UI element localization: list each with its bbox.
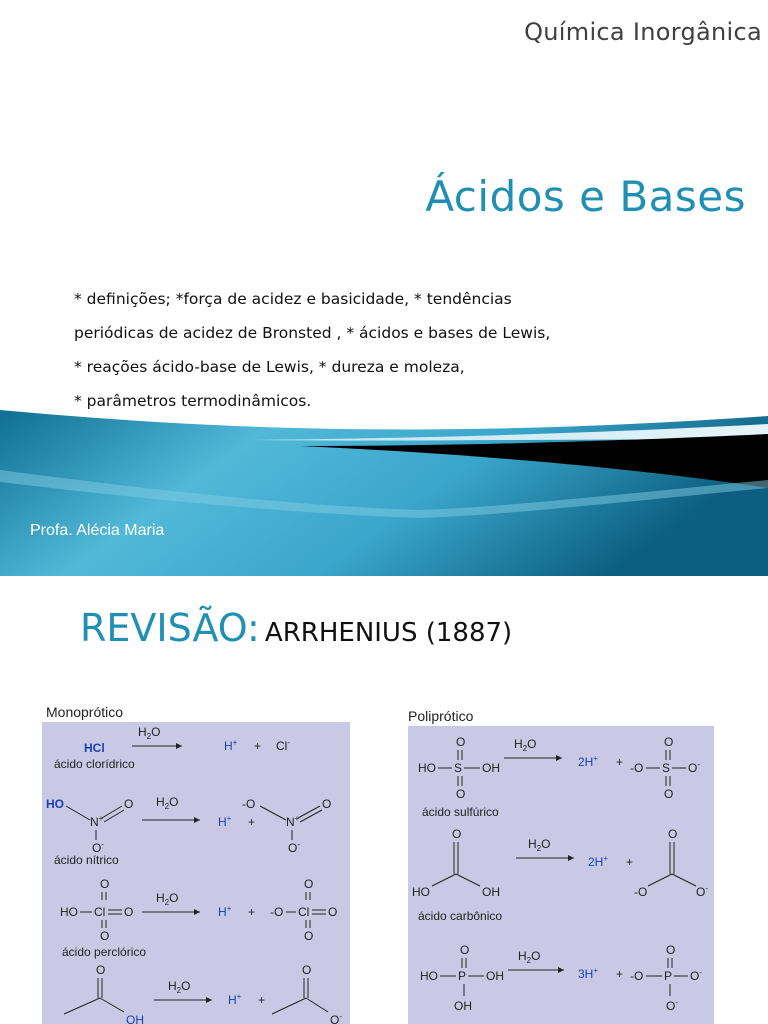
monoprotic-panel (42, 722, 350, 1024)
reaction-phosphoric (420, 943, 702, 1013)
svg-text:H2O: $H_2O$ (528, 837, 551, 853)
svg-text:OH: OH (126, 1013, 144, 1024)
svg-text:O: O (302, 963, 312, 977)
acid-name: ácido clorídrico (54, 757, 135, 771)
svg-text:H2O: $H_2O$ (156, 891, 179, 907)
svg-text:H2O: $H_2O$ (514, 737, 537, 753)
svg-text:HO: HO (418, 761, 436, 775)
acid-name: ácido carbônico (418, 909, 503, 923)
svg-text:O: O (456, 787, 466, 801)
svg-text:P: P (458, 969, 467, 983)
reaction-sulfuric (418, 735, 700, 819)
polyprotic-reactions-diagram (408, 726, 714, 1024)
svg-text:O: O (124, 905, 134, 919)
svg-text:-O: -O (270, 905, 284, 919)
svg-text:H+: H+ (218, 904, 232, 919)
svg-text:2H+: 2H+ (588, 854, 609, 869)
svg-text:O: O (322, 797, 332, 811)
svg-text:S: S (454, 761, 463, 775)
heading-accent: REVISÃO: (80, 606, 260, 650)
svg-text:-O: -O (634, 885, 648, 899)
svg-text:O-: O- (690, 968, 703, 983)
svg-text:OH: OH (486, 969, 504, 983)
svg-text:H2O: $H_2O$ (518, 949, 541, 965)
svg-text:-O: -O (242, 797, 256, 811)
svg-text:H+: H+ (228, 992, 242, 1007)
svg-text:O-: O- (330, 1012, 343, 1024)
svg-text:+: + (248, 815, 256, 829)
ho-group: HO (46, 797, 64, 811)
svg-text:O: O (664, 735, 674, 749)
svg-text:OH: OH (482, 885, 500, 899)
svg-text:+: + (616, 967, 624, 981)
svg-text:O: O (100, 877, 110, 891)
svg-text:-O: -O (630, 761, 644, 775)
svg-text:HO: HO (412, 885, 430, 899)
svg-text:H2O: $H_2O$ (168, 979, 191, 995)
svg-text:O-: O- (666, 998, 679, 1013)
svg-text:O: O (460, 943, 470, 957)
svg-text:O: O (100, 929, 110, 943)
svg-text:OH: OH (454, 999, 472, 1013)
topic-line: periódicas de acidez de Bronsted , * ácidos e bases de Lewis, (74, 324, 551, 342)
solvent-label: $H_2O$ (138, 725, 161, 741)
svg-text:O-: O- (688, 760, 701, 775)
svg-text:S: S (662, 761, 671, 775)
svg-text:-O: -O (630, 969, 644, 983)
svg-text:N+: N+ (90, 814, 104, 829)
svg-text:Cl: Cl (94, 905, 106, 919)
topic-line: * definições; *força de acidez e basicidade, * tendências (74, 290, 512, 308)
svg-text:O: O (456, 735, 466, 749)
acid-name: ácido perclórico (62, 945, 147, 959)
course-title: Química Inorgânica (524, 18, 762, 46)
svg-text:+: + (248, 905, 256, 919)
chloride: Cl- (276, 738, 291, 753)
svg-text:3H+: 3H+ (578, 966, 599, 981)
svg-text:H2O: $H_2O$ (156, 795, 179, 811)
slide-title: Ácidos e Bases (425, 172, 746, 221)
svg-text:Cl: Cl (298, 905, 310, 919)
svg-text:O: O (124, 797, 134, 811)
acid-name: ácido nítrico (54, 853, 119, 867)
svg-text:O: O (452, 827, 462, 841)
plus-sign: + (254, 739, 262, 753)
svg-text:HO: HO (420, 969, 438, 983)
content-slide (0, 576, 768, 1024)
decorative-wave-banner (0, 410, 768, 576)
reaction-perchloric (60, 877, 337, 959)
svg-text:N+: N+ (286, 814, 300, 829)
svg-text:O: O (304, 877, 314, 891)
svg-text:HO: HO (60, 905, 78, 919)
svg-text:+: + (616, 755, 624, 769)
svg-text:2H+: 2H+ (578, 754, 599, 769)
svg-text:O: O (328, 905, 338, 919)
svg-text:P: P (664, 969, 673, 983)
reaction-hcl (54, 725, 290, 771)
acid-formula: HCl (84, 741, 105, 755)
slide-heading (80, 606, 512, 650)
svg-text:O: O (668, 827, 678, 841)
author-name: Profa. Alécia Maria (30, 522, 165, 539)
heading-text: ARRHENIUS (1887) (264, 618, 513, 648)
arrow-head (176, 743, 182, 749)
svg-text:O-: O- (696, 884, 709, 899)
svg-text:O: O (664, 787, 674, 801)
svg-text:O-: O- (288, 840, 301, 855)
svg-text:O: O (304, 929, 314, 943)
reaction-nitric (46, 795, 331, 867)
polyprotic-panel (408, 726, 714, 1024)
svg-text:O: O (666, 943, 676, 957)
polyprotic-label: Poliprótico (408, 708, 474, 724)
svg-text:+: + (258, 993, 266, 1007)
proton: H+ (224, 738, 238, 753)
svg-text:H+: H+ (218, 814, 232, 829)
svg-text:O-: O- (92, 840, 105, 855)
svg-text:+: + (626, 855, 634, 869)
topic-list (74, 284, 754, 420)
reaction-carbonic (412, 827, 708, 923)
reaction-acetic (64, 963, 342, 1024)
acid-name: ácido sulfúrico (422, 805, 499, 819)
svg-text:OH: OH (482, 761, 500, 775)
topic-line: * reações ácido-base de Lewis, * dureza e moleza, (74, 358, 465, 376)
svg-text:O: O (96, 963, 106, 977)
topic-line: * parâmetros termodinâmicos. (74, 392, 312, 410)
monoprotic-label: Monoprótico (46, 704, 124, 720)
monoprotic-reactions-diagram (42, 722, 350, 1024)
